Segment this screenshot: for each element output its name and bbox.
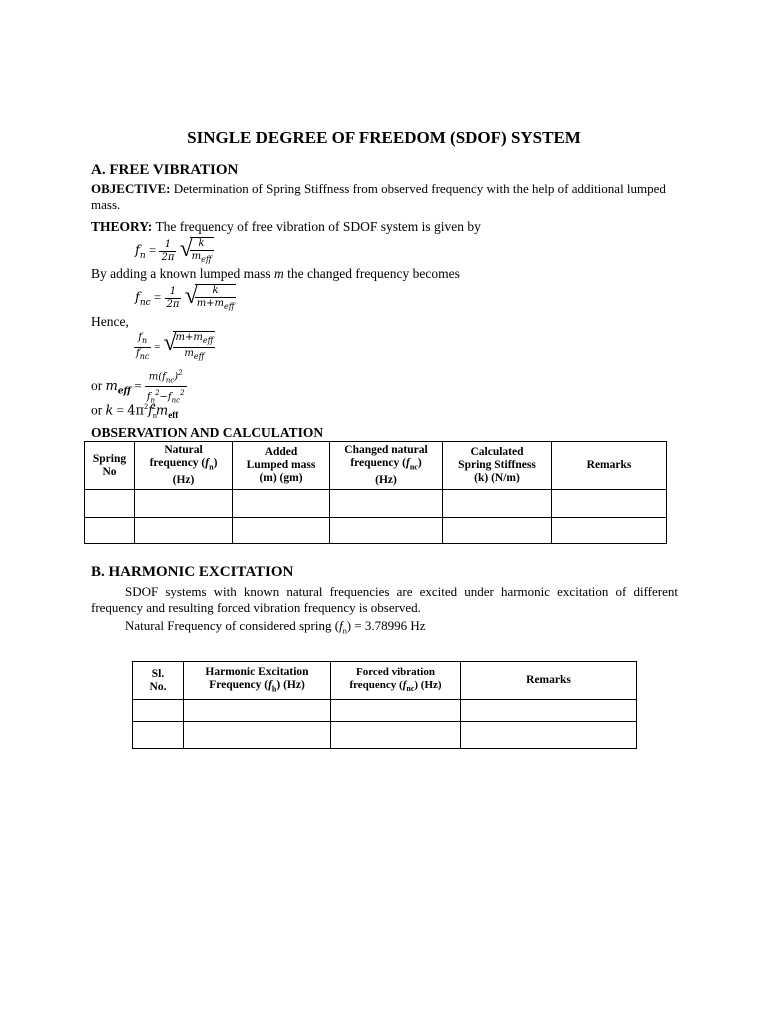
table-cell[interactable]	[133, 722, 184, 749]
natfreq-pre: Natural Frequency of considered spring (	[125, 618, 340, 633]
eq4-equals: =	[134, 377, 142, 393]
harmonic-table-header-row	[133, 662, 637, 700]
eq1-sqrt: √ $\frac{k}{m_{eff}}$	[179, 236, 212, 264]
eq2-frac	[165, 286, 182, 311]
harmonic-table	[132, 661, 637, 749]
table-cell[interactable]	[133, 700, 184, 722]
natural-frequency-line	[125, 618, 426, 640]
eq1-lhs: f	[135, 243, 140, 259]
table-row	[133, 722, 637, 749]
table-cell[interactable]	[443, 490, 552, 518]
eq1-sqrt-den-sub: eff	[201, 255, 212, 264]
table-cell[interactable]	[331, 722, 461, 749]
objective-paragraph	[91, 181, 681, 213]
eq1-sqrt-num: k	[190, 238, 214, 251]
eq2-equals: =	[153, 289, 162, 305]
table-cell[interactable]	[331, 700, 461, 722]
eq3-lhs-num: f	[138, 331, 142, 343]
lumped-text-post: the changed frequency becomes	[287, 266, 460, 281]
table-cell[interactable]	[552, 518, 667, 544]
theory-paragraph	[91, 219, 481, 235]
table-cell[interactable]	[184, 700, 331, 722]
equation-meff	[91, 367, 187, 407]
eq1-sqrt-den: m	[191, 251, 202, 262]
eq3-equals: =	[154, 341, 161, 353]
harmonic-paragraph: SDOF systems with known natural frequencies are excited under harmonic excitation of different frequency and resulting forced vibration frequency is observed.	[91, 584, 678, 615]
eq3-sqrt-den-sub: eff	[193, 352, 205, 361]
eq1-frac	[159, 239, 176, 264]
natfreq-var: f	[339, 618, 343, 633]
table-cell[interactable]	[461, 722, 637, 749]
equation-fnc	[135, 284, 236, 313]
section-b-heading: B. HARMONIC EXCITATION	[91, 564, 294, 580]
natfreq-post: ) = 3.78996 Hz	[346, 618, 426, 633]
table-cell[interactable]	[443, 518, 552, 544]
eq5-rhs-m-sub: eff	[168, 409, 179, 420]
eq1-equals: =	[148, 242, 157, 258]
observation-heading: OBSERVATION AND CALCULATION	[91, 425, 324, 440]
eq2-lhs: f	[135, 290, 140, 306]
theory-text: The frequency of free vibration of SDOF system is given by	[155, 219, 481, 234]
table-cell[interactable]	[85, 490, 135, 518]
eq4-den-sup2: 2	[180, 389, 185, 398]
eq4-den-sub2: nc	[171, 396, 181, 405]
header-sl-no: Sl. No.	[133, 662, 184, 700]
eq1-frac-num: 1	[159, 239, 176, 252]
table-cell[interactable]	[135, 490, 233, 518]
table-cell[interactable]	[135, 518, 233, 544]
header-added-mass: Added Lumped mass (m) (gm)	[233, 442, 330, 490]
header-changed-frequency: Changed natural frequency $(f_{nc})$ (Hz)	[330, 442, 443, 490]
equation-fn	[135, 237, 214, 266]
objective-label: OBJECTIVE:	[91, 181, 171, 196]
natfreq-sub: n	[342, 626, 347, 636]
theory-label: THEORY:	[91, 219, 153, 234]
eq3-lhs-den: f	[136, 347, 140, 359]
table-cell[interactable]	[330, 518, 443, 544]
header-excitation-frequency: Harmonic Excitation Frequency $(f_h)$ (Hz)	[184, 662, 331, 700]
table-cell[interactable]	[184, 722, 331, 749]
hence-text: Hence,	[91, 314, 129, 329]
header-spring-no: Spring No	[85, 442, 135, 490]
table-cell[interactable]	[233, 490, 330, 518]
eq4-num-post: )	[174, 371, 179, 383]
section-a-heading: A. FREE VIBRATION	[91, 162, 239, 178]
eq4-prefix: or	[91, 377, 103, 393]
eq5-rhs-sup2: 2	[151, 402, 156, 411]
eq3-sqrt-num-sub: eff	[202, 336, 214, 345]
page-title: SINGLE DEGREE OF FREEDOM (SDOF) SYSTEM	[187, 128, 581, 147]
observation-table-header-row	[85, 442, 667, 490]
equation-ratio	[134, 331, 215, 363]
table-row	[85, 490, 667, 518]
eq5-lhs: k	[105, 403, 114, 419]
eq3-lhs-frac	[134, 332, 151, 363]
eq4-lhs: m	[105, 378, 118, 394]
eq2-lhs-sub: nc	[139, 298, 151, 309]
eq3-lhs-num-sub: n	[141, 335, 148, 345]
eq4-den-sub1: n	[150, 396, 156, 405]
lumped-text-pre: By adding a known lumped mass	[91, 266, 271, 281]
eq3-sqrt-num: m+m	[175, 332, 203, 343]
eq5-rhs-pre: 4π	[127, 403, 145, 419]
eq3-lhs-den-sub: nc	[139, 351, 150, 361]
eq4-frac	[145, 367, 187, 407]
eq5-rhs-m: m	[155, 403, 169, 419]
eq5-equals: =	[116, 402, 124, 418]
table-cell[interactable]	[461, 700, 637, 722]
table-cell[interactable]	[552, 490, 667, 518]
eq4-den-mid: −f	[159, 391, 172, 403]
eq4-den-sup1: 2	[155, 389, 160, 398]
eq5-rhs-sup1: 2	[144, 402, 149, 411]
eq3-sqrt: √ $\frac{m+m_{eff}}{m_{eff}}$	[163, 330, 214, 361]
eq1-frac-den: 2π	[161, 252, 175, 263]
eq4-num-sub: nc	[165, 376, 175, 385]
header-remarks: Remarks	[552, 442, 667, 490]
eq5-rhs-sub: n	[152, 410, 157, 420]
eq4-lhs-sub: eff	[117, 386, 131, 397]
eq5-prefix: or	[91, 402, 103, 418]
equation-k	[91, 402, 178, 420]
eq1-lhs-sub: n	[139, 251, 146, 262]
eq3-sqrt-den: m	[184, 348, 194, 359]
table-row	[85, 518, 667, 544]
table-cell[interactable]	[330, 490, 443, 518]
eq2-sqrt-den: m+m	[196, 298, 225, 309]
observation-table	[84, 441, 667, 544]
lumped-var: m	[273, 266, 284, 281]
eq4-den: f	[146, 391, 151, 403]
eq2-frac-den: 2π	[166, 299, 180, 310]
eq4-num-sup: 2	[178, 369, 183, 377]
eq2-sqrt-num: k	[195, 285, 237, 298]
table-cell[interactable]	[85, 518, 135, 544]
header-forced-frequency: Forced vibration frequency $(f_{nc})$ (Hz)	[331, 662, 461, 700]
lumped-mass-paragraph	[91, 266, 460, 282]
objective-text: Determination of Spring Stiffness from observed frequency with the help of additional lumped mass.	[91, 181, 666, 212]
header-natural-frequency: Natural frequency $(f_n)$ (Hz)	[135, 442, 233, 490]
header-harmonic-remarks: Remarks	[461, 662, 637, 700]
table-cell[interactable]	[233, 518, 330, 544]
header-spring-stiffness: Calculated Spring Stiffness (k) (N/m)	[443, 442, 552, 490]
eq5-rhs-f: f	[148, 403, 153, 419]
eq4-num: m(f	[148, 371, 166, 383]
table-row	[133, 700, 637, 722]
eq2-sqrt-den-sub: eff	[224, 302, 235, 311]
eq2-sqrt: √ $\frac{k}{m+m_{eff}}$	[184, 283, 235, 311]
eq2-frac-num: 1	[165, 286, 182, 299]
